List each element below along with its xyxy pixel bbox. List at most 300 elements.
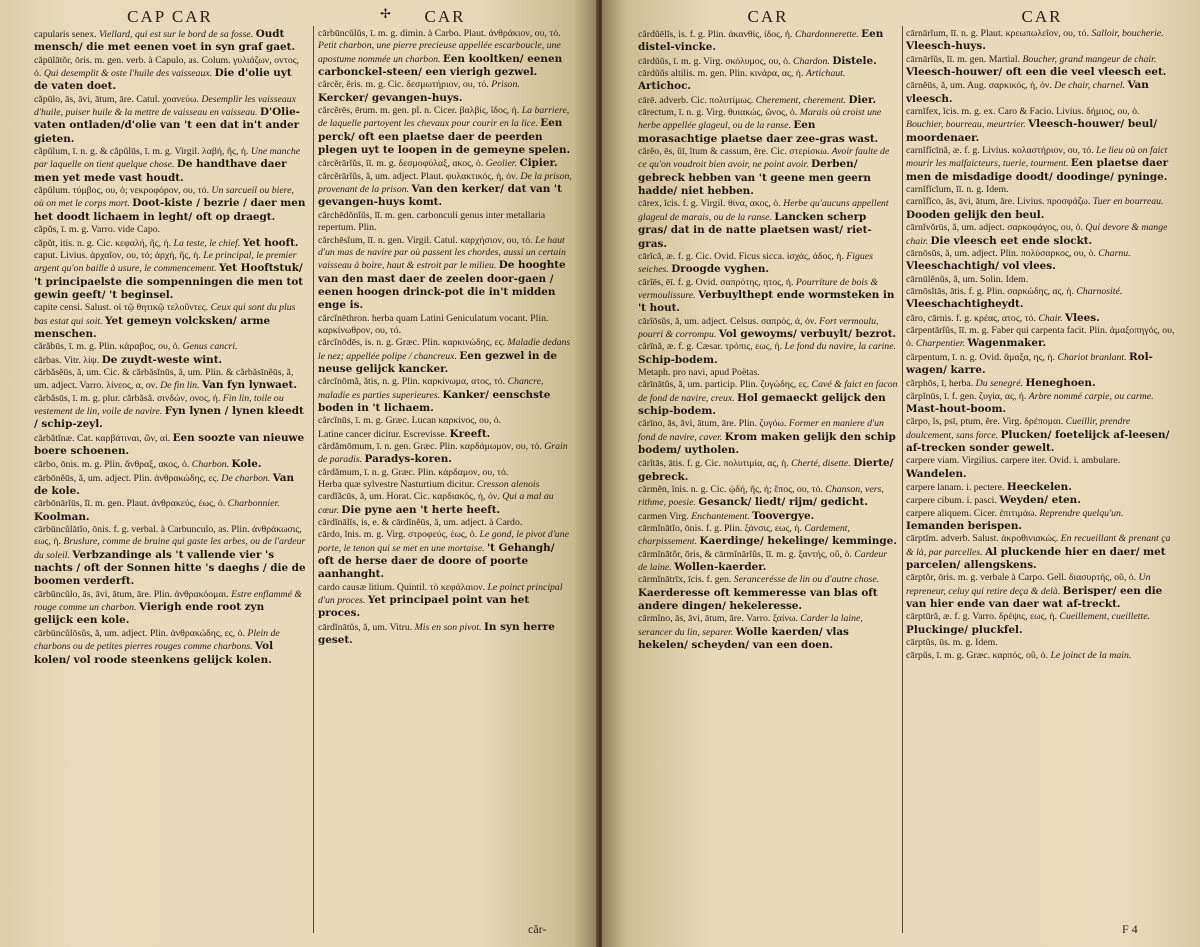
dictionary-entry (318, 491, 572, 517)
headword: caput. Livius. (34, 249, 88, 261)
french-gloss: La teste, le chief. (173, 237, 241, 249)
greek-gloss: σαπρός, ά, όν. (760, 315, 817, 327)
french-gloss: Pourriture de bois & vermoulissure. (638, 276, 879, 301)
headword: cărcĕrārĭŭs, ĭī. m. g. (318, 158, 397, 170)
entry-list (906, 28, 1178, 662)
french-gloss: Enchantement. (691, 510, 750, 522)
headword: carpere viam. Virgilius. carpere iter. Ovid. i. ambulare. (906, 455, 1121, 467)
headword: cărīnātŭs, ă, um. particip. Plin. (638, 379, 758, 391)
dutch-gloss: Fyn lynen / lynen kleedt / schip-zeyl. (34, 404, 304, 431)
dictionary-entry (318, 415, 572, 427)
dictionary-entry (906, 222, 1178, 248)
dutch-gloss: Een distel-vincke. (638, 28, 884, 54)
dictionary-entry (638, 107, 898, 146)
headword: cārbūncŭlātĭo, ōnis. f. g. verbal. à Carbunculo, as. Plin. (34, 524, 250, 536)
headword: cārmĭnātĭo, ōnis. f. g. Plin. (638, 523, 743, 535)
greek-gloss: ἀνθρακώδης, ες. (154, 472, 219, 484)
headword: cārptŭs, ūs. m. g. Idem. (906, 637, 998, 649)
dutch-gloss: Verbzandinge als 't vallende vier 's nachts / oft der Sonnen hitte 's daeghs / die de boomen verderft. (34, 548, 306, 588)
dictionary-entry (638, 55, 898, 68)
greek-gloss: γυλιάζων, ovτος, ὁ. (34, 54, 300, 80)
french-gloss: La barriere, de laquelle partoyent les chevaux pour courir en la lice. (318, 105, 570, 130)
french-gloss: Cherté, disette. (791, 458, 851, 470)
greek-gloss: κινάρα, ας, ἡ. (749, 68, 804, 80)
dutch-gloss: Yet gemeyn volcksken/ arme menschen. (34, 314, 271, 340)
headword: cārnōsŭs, ă, um. adject. Plin. (906, 247, 1019, 259)
greek-gloss: λίνεος, α, ον. (106, 380, 158, 392)
running-header: CAR (424, 7, 466, 26)
french-gloss: Charbonnier. (227, 498, 280, 510)
french-gloss: Geolier. (485, 158, 517, 170)
headword: cārbūncŭlŭs, ī. m. g. dimin. à Carbo. Plaut. (318, 28, 487, 39)
french-gloss: Herbe qu'aucuns appellent glageul de marais, ou de la ranse. (638, 198, 889, 223)
dutch-gloss: De handthave daer men yet mede vast houdt. (34, 158, 287, 184)
dutch-gloss: Die d'olie uyt de vaten doet. (34, 67, 292, 93)
dictionary-entry (906, 79, 1178, 106)
dictionary-entry (906, 351, 1178, 378)
dutch-gloss: De hooghte van den mast daer de zeelen door-gaen / eenen hoogen drinck-pot die in't midden enge is. (318, 259, 566, 312)
dictionary-entry (906, 455, 1178, 481)
headword: cărdŭēlĭs, is. f. g. Plin. (638, 29, 726, 40)
dictionary-entry (34, 185, 306, 224)
headword: cārpŭs, ī. m. g. Græc. (906, 649, 991, 661)
greek-gloss: καρκίνωθρον, ου, τό. (318, 324, 402, 336)
dictionary-entry (34, 498, 306, 524)
dutch-gloss: Derben/ gebreck hebben van 't geene men geern hadde/ niet hebben. (638, 158, 871, 198)
headword: Herba quæ sylvestre Nasturtium dicitur. (318, 479, 475, 491)
left-page (0, 0, 598, 947)
headword: carpere aliquem. Cicer. (906, 507, 997, 519)
french-gloss: Chardonnerette. (794, 29, 859, 40)
greek-gloss: ξαντής, οῦ, ὁ. (798, 548, 852, 560)
headword: cărpĭnūs, ī. f. gen. (906, 390, 977, 402)
headword: Metaph. pro navi, apud Poëtas. (638, 366, 760, 378)
greek-gloss: κολαστήριον, ου, τό. (1012, 145, 1094, 157)
dutch-gloss: Wandelen. (906, 467, 967, 480)
headword: carpere cibum. i. pasci. (906, 495, 997, 507)
headword: căpūlo, ās, āvi, ātum, āre. Catul. (34, 93, 160, 105)
french-gloss: Reprendre quelqu'un. (1039, 507, 1124, 519)
headword: cārē. adverb. Cic. (638, 94, 707, 106)
french-gloss: Un sarcueil ou biere, où on met le corps mort. (34, 185, 294, 210)
dutch-gloss: Doot-kiste / bezrie / daer men het doodt lichaem in leght/ oft op draegt. (34, 197, 306, 223)
french-gloss: Estre enflammé & rouge comme un charbon. (34, 588, 303, 614)
running-header: CAR (1021, 7, 1063, 26)
dutch-gloss: Dier. (848, 93, 877, 106)
greek-gloss: ἀνθράκιον, ου, τό. (488, 28, 561, 39)
greek-gloss: ἀνθρακόομαι. (174, 588, 229, 600)
headword: cărdămōmum, ī. n. gen. Græc. Plin. (318, 441, 458, 452)
headword: carmen Virg. (638, 510, 689, 522)
french-gloss: Charnu. (1098, 247, 1131, 259)
greek-gloss: καρκινώδης, ες. (442, 337, 505, 349)
dictionary-entry (318, 79, 572, 105)
french-gloss: Le gond, le pivot d'une porte, le tenon qui se met en une mortaise. (318, 529, 569, 554)
dutch-gloss: D'Olie-vaten ontladen/d'olie van 't een dat in't ander gieten. (34, 106, 300, 145)
headword: cārnōsĭtās, ātis. f. g. Plin. (906, 285, 1005, 297)
headword: cărcĕr, ĕris. m. g. Cic. (318, 79, 404, 91)
greek-gloss: βαλβίς, ῖδος, ἡ. (459, 105, 520, 117)
greek-gloss: ἀνθρακεύς, έως, ὁ. (151, 498, 226, 510)
headword: cārnĕūs, ă, um. Aug. (906, 80, 987, 92)
dictionary-entry (906, 286, 1178, 312)
dutch-gloss: Koolman. (34, 510, 90, 523)
dictionary-entry (906, 391, 1178, 417)
dictionary-entry (318, 313, 572, 338)
dutch-gloss: Vleesch-houwer/ oft een die veel vleesch eet. (906, 66, 1167, 79)
greek-gloss: ἅμαξα, ης, ἡ. (1003, 351, 1055, 363)
headword: capularis senex. (34, 29, 97, 40)
dictionary-entry (318, 210, 572, 235)
dutch-gloss: Berisper/ een die van hier ende van daer wat af-treckt. (906, 584, 1163, 611)
dictionary-entry (906, 145, 1178, 184)
entry-list (318, 28, 572, 648)
french-gloss: De charbon. (221, 472, 271, 484)
dutch-gloss: Yet principael point van het proces. (318, 594, 530, 620)
greek-gloss: καρχήσιον, ου, τό. (460, 234, 533, 246)
french-gloss: Bouchier, bourreau, meurtrier. (906, 119, 1026, 131)
french-gloss: Cavé & faict en facon de fond de navire, creux. (638, 379, 898, 404)
dutch-gloss: Mast-hout-boom. (906, 402, 1007, 415)
dutch-gloss: Wolle kaerden/ vlas hekelen/ scheyden/ van een doen. (638, 625, 849, 652)
dictionary-entry (34, 237, 306, 250)
french-gloss: Bruslure, comme de bruine qui gaste les arbes, ou de l'ardeur du soleil. (34, 536, 306, 561)
greek-gloss: προσφάζω. (1046, 196, 1091, 208)
dictionary-entry (318, 337, 572, 376)
dictionary-entry (318, 529, 572, 581)
dutch-gloss: Gesanck/ liedt/ rijm/ gedicht. (698, 496, 868, 509)
dictionary-entry (638, 418, 898, 457)
dictionary-entry (638, 68, 898, 94)
headword: căpŭlum, ī. n. g. & căpŭlūs, ī. m. g. Virgil. (34, 146, 200, 158)
greek-gloss: οἱ τῷ θητικῷ τελοῦντες. (113, 302, 209, 314)
headword: cărcĕrārĭŭs, ă, um. adject. Plaut. (318, 170, 444, 182)
dutch-gloss: Een soozte van nieuwe boere schoenen. (34, 431, 305, 457)
greek-gloss: διασυρτής, οῦ, ὁ. (1068, 572, 1137, 584)
french-gloss: Le poinct principal d'un proces. (318, 581, 563, 607)
dictionary-entry (34, 55, 306, 94)
dutch-gloss: Distele. (832, 54, 877, 67)
dutch-gloss: Vol kolen/ vol roode steenkens gelijck kolen. (34, 640, 274, 666)
french-gloss: En recueillant & prenant ça & là, par parcelles. (906, 533, 1171, 558)
dutch-gloss: Van de kole. (34, 471, 295, 498)
headword: cārdĭnālĭs, is, e. & cārdĭnĕūs, ă, um. adject. à Cardo. (318, 517, 523, 529)
greek-gloss: τὸ κεφάλαιον. (429, 581, 485, 593)
headword: cārbūncŭlōsŭs, ă, um. adject. Plin. (34, 627, 169, 639)
headword: cārdo, ĭnis. m. g. Virg. (318, 529, 406, 541)
dictionary-entry (318, 428, 572, 441)
dictionary-entry (638, 341, 898, 367)
headword: cārdŭŭs, ī. m. g. Virg. (638, 55, 723, 67)
greek-gloss: φυλακτικός, ή, όν. (445, 170, 518, 182)
french-gloss: Qui devore & mange chair. (906, 222, 1168, 247)
dictionary-entry (34, 393, 306, 432)
headword: cārbōnārĭūs, ĭī. m. gen. Plaut. (34, 498, 150, 510)
headword: Latine cancer dicitur. Escrevisse. (318, 428, 448, 440)
french-gloss: Carder la laine, serancer du lin, separer. (638, 613, 863, 638)
headword: cărĕo, ēs, ŭī, ĭtum & cassum, ēre. Cic. (638, 146, 787, 158)
french-gloss: Avoir faulte de ce qu'on voudroit bien avoir, ne point avoir. (638, 146, 890, 171)
french-gloss: Cardeur de laine. (638, 548, 888, 574)
french-gloss: Chair. (1038, 312, 1063, 324)
headword: cārbo, ōnis. m. g. Plin. (34, 459, 123, 471)
greek-gloss: καρβάτιναι, ῶν, αἱ. (95, 432, 171, 444)
greek-gloss: ἄνθραξ, ακος, ὁ. (124, 459, 190, 471)
dutch-gloss: Van fyn lynwaet. (202, 379, 297, 392)
headword: capite censi. Salust. (34, 302, 112, 314)
dictionary-entry (318, 157, 572, 170)
dictionary-entry (906, 54, 1178, 80)
headword: cărphōs, ī, herba. (906, 378, 974, 390)
dutch-gloss: Een kooltken/ eenen carbonckel-steen/ een vierigh gezwel. (318, 52, 563, 79)
headword: cārptŏr, ōris. m. g. verbale à Carpo. Gell. (906, 572, 1067, 584)
dutch-gloss: Toovergye. (752, 509, 815, 522)
greek-gloss: δρέπομαι. (1024, 416, 1064, 428)
dutch-gloss: Vleeschachtigh/ vol vlees. (906, 260, 1056, 273)
dictionary-entry (638, 316, 898, 342)
french-gloss: Arbre nommé carpie, ou carme. (1028, 390, 1154, 402)
greek-gloss: ζυγία, ας, ἡ. (978, 390, 1027, 402)
dutch-gloss: Vleesch-houwer/ beul/ moordenaer. (906, 118, 1158, 144)
french-gloss: Grain de paradis. (318, 441, 568, 466)
headword: căpŭt, itis. n. g. Cic. (34, 237, 113, 249)
dictionary-entry (34, 341, 306, 353)
french-gloss: Le fond du navire, la carine. (784, 341, 896, 353)
dutch-gloss: Al pluckende hier en daer/ met parcelen/ allengskens. (906, 545, 1166, 572)
greek-gloss: σαρκικός, ή, όν. (988, 80, 1052, 92)
greek-gloss: θυιακώς, ῶνος, ὁ. (727, 107, 798, 119)
headword: cārex, ĭcis. f. g. Virgil. (638, 198, 726, 210)
headword: cărbas. Vitr. (34, 354, 81, 366)
greek-gloss: ἀκροθινιακώς. (1001, 533, 1059, 545)
dictionary-entry (906, 312, 1178, 325)
headword: cărpentum, ī. n. g. Ovid. (906, 351, 1002, 363)
dictionary-entry (906, 494, 1178, 507)
headword: cărbătĭnæ. Cat. (34, 432, 94, 444)
dictionary-entry (906, 572, 1178, 611)
greek-gloss: κεφαλή, ῆς, ἡ. (115, 237, 172, 249)
greek-gloss: ἀρχαῖον, ου, τό; ἀρχή, ῆς, ἡ. (90, 249, 201, 261)
dutch-gloss: Verbuylthept ende wormsteken in 't hout. (638, 288, 895, 315)
dictionary-entry (906, 28, 1178, 54)
headword: cărdămum, ī. n. g. Græc. Plin. (318, 466, 436, 478)
greek-gloss: πολύσαρκος, ου, ὁ. (1020, 247, 1096, 259)
headword: cārptūră, æ. f. g. Varro. (906, 611, 997, 623)
dutch-gloss: Van vleesch. (906, 79, 1149, 105)
french-gloss: Ceux qui sont du plus bas estat qui soit. (34, 302, 296, 327)
greek-gloss: σινδών, ονος, ἡ. (156, 392, 221, 404)
greek-gloss: κάρδαμον, ου, τό. (438, 466, 509, 478)
greek-gloss: ζυγώδης, ες. (760, 379, 810, 391)
dutch-gloss: Een morasachtige plaetse daer zee-gras wast. (638, 119, 879, 145)
dictionary-entry (906, 611, 1178, 637)
headword: cardĭăcūs, ă, um. Horat. Cic. (318, 491, 430, 503)
greek-gloss: ἐπιτιμάω. (999, 507, 1037, 519)
greek-gloss: κρέας, ατος, τό. (974, 312, 1036, 324)
dutch-gloss: Kreeft. (449, 427, 491, 440)
french-gloss: Prison. (491, 79, 520, 91)
french-gloss: Fort vermoulu, pourri & corrompu. (638, 315, 879, 340)
headword: cārbōnĕūs, ă, um. adject. Plin. (34, 472, 152, 484)
french-gloss: De chair, charnel. (1054, 80, 1125, 92)
greek-gloss: δεσμοφύλαξ, ακος, ὁ. (398, 158, 484, 170)
french-gloss: Chanson, vers, rithme, poesie. (638, 484, 884, 509)
dutch-gloss: Pluckinge/ pluckfel. (906, 623, 1023, 636)
dictionary-entry (34, 589, 306, 628)
greek-gloss: καρκίνος, ου, ὁ. (438, 415, 502, 427)
headword: cārnĭvŏrūs, ă, um. adject. (906, 222, 1005, 234)
dictionary-entry (34, 94, 306, 146)
headword: cārptĭm. adverb. Salust. (906, 533, 999, 545)
dutch-gloss: Die vleesch eet ende slockt. (930, 234, 1093, 247)
headword: cărpentārĭŭs, ĭī. m. g. Faber qui carpenta facit. Plin. (906, 324, 1108, 336)
greek-gloss: πολυτίμως. (709, 94, 754, 106)
dictionary-entry (34, 472, 306, 499)
headword: cărcĭnōmă, ătis, n. g. Plin. (318, 376, 421, 388)
dutch-gloss: In syn herre geset. (318, 620, 555, 647)
french-gloss: Viellard, qui est sur le bord de sa fosse. (99, 29, 254, 40)
french-gloss: Desemplir les vaisseaux d'huile, puiser huile & la mettre de vaisseau en vaisseau. (34, 93, 297, 119)
french-gloss: Marais où croist une herbe appellée glageul, ou de la ranse. (638, 107, 882, 132)
dictionary-entry (34, 302, 306, 341)
headword: cărīno, ās, āvi, ātum, āre. Plin. (638, 418, 757, 430)
dutch-gloss: Rol-wagen/ karre. (906, 350, 1153, 376)
french-gloss: Tuer en bourreau. (1092, 196, 1164, 208)
dutch-gloss: Iemanden berispen. (906, 520, 1022, 533)
french-gloss: Genus cancri. (182, 341, 238, 353)
dictionary-entry (638, 549, 898, 575)
headword: carpere lanam. i. pectere. (906, 482, 1005, 494)
dictionary-entry (906, 196, 1178, 222)
headword: cārdĭnātŭs, ă, um. Vitru. (318, 621, 413, 633)
dictionary-entry (906, 481, 1178, 494)
ink-mark: ✢ (380, 6, 391, 21)
greek-gloss: ξάνσις, εως, ἡ. (744, 523, 802, 535)
greek-gloss: τύμβος, ου, ὁ; νεκροφόρον, ου, τό. (72, 185, 209, 197)
dictionary-entry (638, 94, 898, 107)
french-gloss: De fin lin. (160, 380, 200, 392)
dictionary-entry (34, 367, 306, 393)
greek-gloss: λαβή, ῆς, ἡ. (202, 146, 249, 158)
french-gloss: Figues seiches. (638, 250, 873, 276)
dictionary-entry (906, 650, 1178, 662)
dutch-gloss: Kole. (231, 458, 262, 471)
greek-gloss: θίνα, ακος, ὁ. (727, 198, 781, 210)
french-gloss: Cueillir, prendre doulcement, sans force. (906, 416, 1131, 441)
french-gloss: Salloir, boucherie. (1091, 28, 1164, 39)
headword: cārĭēs, ēī. f. g. Ovid. (638, 276, 718, 288)
greek-gloss: καρκίνωμα, ατος, τό. (422, 376, 506, 388)
french-gloss: Boucher, grand mangeur de chair. (1022, 53, 1157, 65)
greek-gloss: σαρκώδης, ας, ἡ. (1007, 285, 1074, 297)
dictionary-entry (34, 432, 306, 459)
greek-gloss: ξαίνω. (772, 613, 798, 625)
greek-gloss: χοανεύω. (162, 93, 199, 105)
greek-gloss: δήμιος, ου, ὁ. (1086, 106, 1140, 118)
dutch-gloss: Vleesch-huys. (906, 40, 986, 53)
headword: cărcĭnōdēs, is. n. g. Græc. Plin. (318, 337, 441, 349)
greek-gloss: ἀκανθίς, ίδος, ἡ. (728, 29, 793, 40)
greek-gloss: πολυτιμία, ας, ἡ. (723, 458, 789, 470)
signature-mark: F 4 (1122, 922, 1138, 936)
headword: carnĭfĭco, ās, āvi, ātum, āre. Livius. (906, 196, 1045, 208)
french-gloss: Qui a mal au cœur. (318, 491, 554, 516)
dictionary-entry (906, 377, 1178, 390)
french-gloss: Mis en son pivot. (414, 621, 482, 633)
dictionary-entry (906, 274, 1178, 286)
dictionary-entry (906, 248, 1178, 274)
dutch-gloss: Wagenmaker. (967, 337, 1047, 350)
dictionary-entry (638, 457, 898, 484)
french-gloss: Une manche par laquelle on tient quelque chose. (34, 146, 301, 171)
dutch-gloss: Krom maken gelijk den schip bodem/ uytholen. (638, 430, 896, 456)
dictionary-entry (638, 367, 898, 379)
french-gloss: Charbon. (191, 459, 230, 471)
dictionary-entry (34, 224, 306, 236)
dutch-gloss: Die pyne aen 't herte heeft. (341, 503, 501, 516)
dictionary-entry (638, 198, 898, 250)
headword: carnĭfĭcīnă, æ. f. g. Livius. (906, 145, 1010, 157)
dutch-gloss: De zuydt-weste wint. (101, 353, 223, 366)
headword: carnĭfex, ĭcis. m. g. ex. Caro & Facio. Livius. (906, 106, 1084, 118)
dictionary-entry (34, 354, 306, 367)
headword: cārmĭnātrīx, īcis. f. gen. (638, 574, 732, 586)
greek-gloss: δεσμωτήριον, ου, τό. (406, 79, 489, 91)
dictionary-entry (318, 235, 572, 313)
french-gloss: Chardon. (792, 55, 830, 67)
dutch-gloss: Vierigh ende root zyn gelijck een kole. (34, 601, 265, 627)
dutch-gloss: Vlees. (1065, 311, 1100, 324)
french-gloss: Charnosité. (1076, 285, 1123, 297)
entry-list (34, 28, 306, 667)
dutch-gloss: Paradys-koren. (364, 453, 452, 466)
dictionary-entry (906, 184, 1178, 196)
dutch-gloss: Heeckelen. (1006, 481, 1072, 494)
greek-gloss: λίψ. (83, 354, 100, 366)
dutch-gloss: Plucken/ foetelijck af-leesen/ af-trecken sonder gewelt. (906, 428, 1170, 454)
dictionary-entry (34, 146, 306, 185)
dutch-gloss: Wollen-kaerder. (674, 561, 767, 574)
greek-gloss: ᾠδή, ῆς, ἡ; ἔπος, ου, τό. (728, 484, 823, 496)
dutch-gloss: Kaerderesse oft kemmeresse van blas oft andere dingen/ hekeleresse. (638, 586, 878, 613)
dictionary-entry (318, 28, 572, 79)
entry-list (638, 28, 898, 653)
dictionary-entry (638, 523, 898, 549)
headword: cārmĭnātŏr, ōris, & cārmĭnārĭŭs, ĭī. m. g. (638, 548, 796, 560)
greek-gloss: σκόλυμος, ου, ὁ. (725, 55, 791, 67)
dictionary-entry (318, 479, 572, 491)
headword: cărpo, ĭs, psī, ptum, ĕre. Virg. (906, 416, 1022, 428)
french-gloss: Petit charbon, une pierre precieuse appellée escarboucle, une apostume nommée un charbon. (318, 40, 561, 65)
dictionary-entry (638, 28, 898, 55)
greek-gloss: σαρκοφάγος, ου, ὁ. (1007, 222, 1083, 234)
dictionary-entry (906, 533, 1178, 572)
french-gloss: Le principal, le premier argent qu'on baille à usure, le commencement. (34, 249, 297, 275)
french-gloss: Maladie dedans le nez; appellée polipe / chancreux. (318, 337, 571, 362)
headword: cărmĕn, ĭnis. n. g. Cic. (638, 484, 727, 496)
dictionary-entry (638, 510, 898, 523)
dutch-gloss: Yet Hooftstuk/ 't principaelste die sompenningen die men tot gewin geeft/ 't beginsel. (34, 262, 304, 301)
dictionary-entry (318, 105, 572, 157)
headword: cărcĕrēs, ērum. m. gen. pl. n. Cicer. (318, 105, 458, 117)
headword: căpŭlum. (34, 185, 71, 197)
headword: cārnārĭŭs, ĭī. m. gen. Martial. (906, 53, 1020, 65)
dictionary-entry (638, 251, 898, 277)
left-column-1 (34, 6, 306, 939)
right-page (602, 0, 1200, 947)
french-gloss: Fin lin, toile ou vestement de lin, voile de navire. (34, 392, 284, 417)
greek-gloss: ζυγόω. (759, 418, 787, 430)
